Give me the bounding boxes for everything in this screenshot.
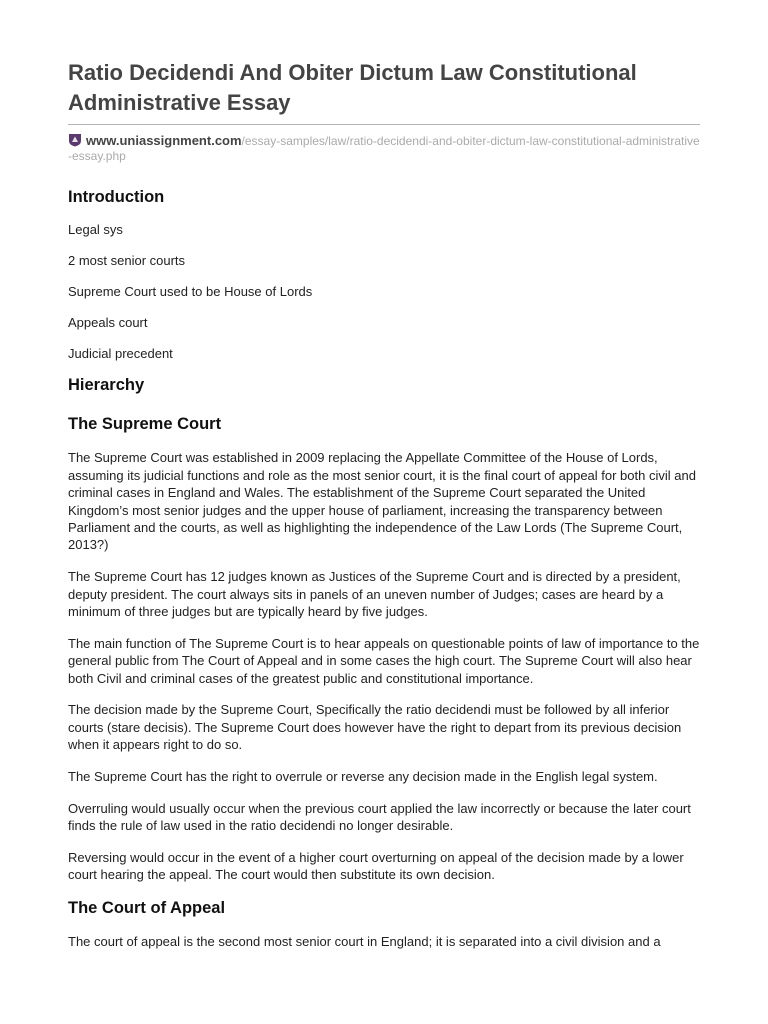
body-paragraph: The main function of The Supreme Court is to hear appeals on questionable points of law of importance to the general public from The Court of Appeal and in some cases the high court. The Supreme Court will also hear both Civil and criminal cases of the greatest public and constitutional importance. <box>68 635 700 686</box>
heading-supreme-court: The Supreme Court <box>68 415 222 434</box>
body-paragraph: The court of appeal is the second most senior court in England; it is separated into a civil division and a <box>68 933 661 949</box>
body-paragraph: The Supreme Court has 12 judges known as Justices of the Supreme Court and is directed by a president, deputy president. The court always sits in panels of an uneven number of Judges; cases are heard by a minimum of three judges but are typically heard by five judges. <box>68 569 681 620</box>
intro-item: Supreme Court used to be House of Lords <box>68 284 313 299</box>
heading-introduction: Introduction <box>68 188 165 206</box>
body-paragraph: The decision made by the Supreme Court, Specifically the ratio decidendi must be followed by all inferior courts (stare decisis). The Supreme Court does however have the right to depart from its previous decision when it appears right to do so. <box>68 702 682 753</box>
source-domain[interactable]: www.uniassignment.com <box>86 133 242 148</box>
document-title: Ratio Decidendi And Obiter Dictum Law Constitutional Administrative Essay <box>68 60 637 115</box>
source-path[interactable]: /essay-samples/law/ratio-decidendi-and-obiter-dictum-law-constitutional-administrative-essay.php <box>68 134 700 163</box>
intro-item: Legal sys <box>68 222 123 237</box>
source-link[interactable] <box>68 133 700 164</box>
body-paragraph: The Supreme Court was established in 2009 replacing the Appellate Committee of the House of Lords, assuming its judicial functions and role as the most senior court, it is the final court of appeal for both civil and criminal cases in England and Wales. The establishment of the Supreme Court separated the United Kingdom’s most senior judges and the upper house of parliament, increasing the transparency between Parliament and the courts, as well as highlighting the independence of the Law Lords (The Supreme Court, 2013?) <box>68 450 696 553</box>
body-paragraph: The Supreme Court has the right to overrule or reverse any decision made in the English legal system. <box>68 769 658 785</box>
document-page <box>68 0 700 950</box>
intro-item: Judicial precedent <box>68 346 173 361</box>
intro-item: 2 most senior courts <box>68 253 186 268</box>
intro-item: Appeals court <box>68 315 148 330</box>
body-paragraph: Reversing would occur in the event of a higher court overturning on appeal of the decision made by a lower court hearing the appeal. The court would then substitute its own decision. <box>68 850 684 883</box>
heading-court-of-appeal: The Court of Appeal <box>68 898 226 917</box>
shield-logo-icon <box>68 133 82 147</box>
heading-hierarchy: Hierarchy <box>68 376 145 395</box>
body-paragraph: Overruling would usually occur when the previous court applied the law incorrectly or because the later court finds the rule of law used in the ratio decidendi no longer desirable. <box>68 800 691 834</box>
title-divider <box>68 124 700 125</box>
